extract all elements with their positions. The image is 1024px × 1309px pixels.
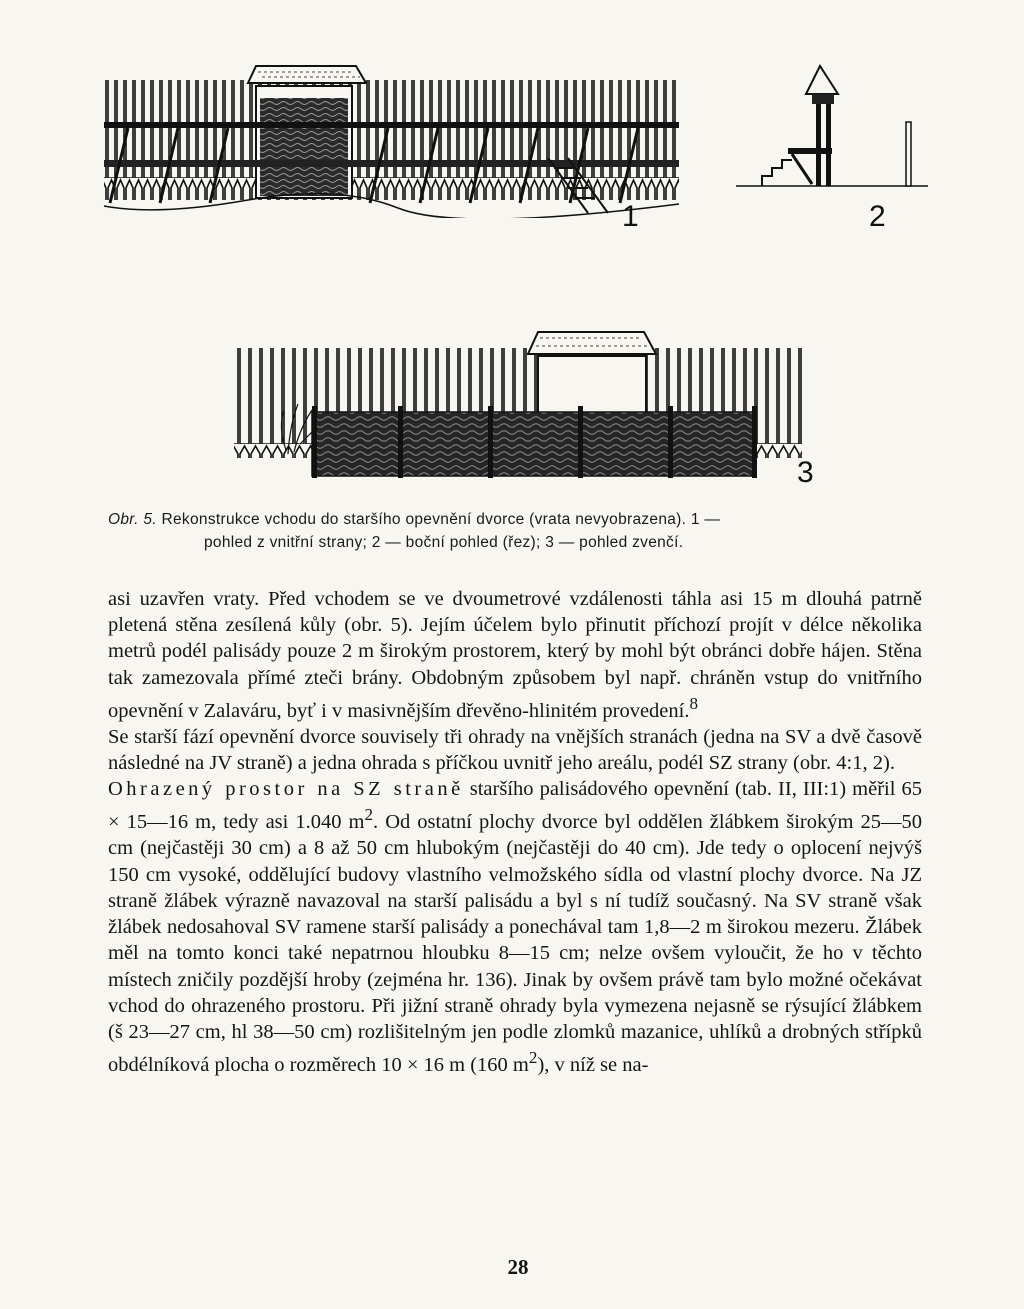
- paragraph-3-text-c: ), v níž se na-: [537, 1053, 649, 1076]
- superscript-2: 2: [528, 1048, 538, 1068]
- paragraph-3-text-b: . Od ostatní plochy dvorce byl oddělen žlábkem širokým 25—50 cm (nejčastěji 30 cm) a 8 až 50 cm hlubokým (nejčastěji do 40 cm). Jde tedy o oplocení nejvýš 150 cm vysoké, oddělující budovy vlastního velmožského sídla od vlastní plochy dvorce. Na JZ straně žlábek výrazně navazoval na starší palisádu a byl s ní tudíž současný. Na SV straně však žlábek nedosahoval SV ramene starší palisády a ponechával tam 1,8—2 m širokou mezeru. Žlábek měl na tomto konci také nepatrnou hloubku 8—15 cm; nelze ovšem vyloučit, že ho v těchto místech zničily pozdější hroby (zejména hr. 136). Jinak by ovšem právě tam bylo možné očekávat vchod do ohrazeného prostoru. Při jižní straně ohrady byla vymezena nejasně se rýsující žlábkem (š 23—27 cm, hl 38—50 cm) rozlišitelným jen podle zlomků mazanice, uhlíků a drobných střípků obdélníková plocha o rozměrech 10 × 16 m (160 m: [108, 811, 922, 1076]
- body-text: [108, 586, 922, 1078]
- caption-line-1: Rekonstrukce vchodu do staršího opevnění dvorce (vrata nevyobrazena). 1 —: [161, 511, 721, 528]
- paragraph-3-spaced-term: Ohrazený prostor na SZ straně: [108, 778, 464, 801]
- page-number: 28: [507, 1255, 529, 1279]
- figure-caption: [108, 508, 920, 554]
- paragraph-3: [108, 776, 922, 1078]
- caption-prefix: Obr. 5.: [108, 511, 157, 528]
- superscript-1: 2: [364, 805, 374, 825]
- figure-side-section: [732, 64, 932, 196]
- paragraph-3-text-a: staršího palisádového opevnění (tab. II, III:1) měřil 65 × 15—16 m, tedy asi 1.040 m: [108, 778, 923, 834]
- figure-label-1: 1: [622, 200, 639, 233]
- paragraph-1: [108, 586, 922, 724]
- footnote-ref: 8: [689, 693, 699, 713]
- paragraph-1-text: asi uzavřen vraty. Před vchodem se ve dvoumetrové vzdálenosti táhla asi 15 m dlouhá patrně pletená stěna zesílená kůly (obr. 5). Jejím účelem bylo přinutit příchozí projít v délce několika metrů podél palisády pouze 2 m širokým prostorem, který by mohl být obránci dobře hájen. Stěna tak zamezovala přímé zteči brány. Obdobným způsobem byl např. chráněn vstup do vnitřního opevnění v Zalaváru, byť i v masivnějším dřevěno-hlinitém provedení.: [108, 588, 922, 722]
- paragraph-2: [108, 724, 922, 776]
- figure-label-2: 2: [869, 200, 886, 233]
- figure-view-inside: [98, 58, 688, 218]
- paragraph-2-text: Se starší fází opevnění dvorce souvisely tři ohrady na vnějších stranách (jedna na SV a dvě časově následné na JV straně) a jedna ohrada s příčkou uvnitř jeho areálu, podél SZ strany (obr. 4:1, 2).: [108, 725, 922, 775]
- figure-view-outside: [228, 324, 808, 484]
- caption-line-2: pohled z vnitřní strany; 2 — boční pohled (řez); 3 — pohled zvenčí.: [204, 534, 684, 551]
- figure-label-3: 3: [797, 456, 814, 489]
